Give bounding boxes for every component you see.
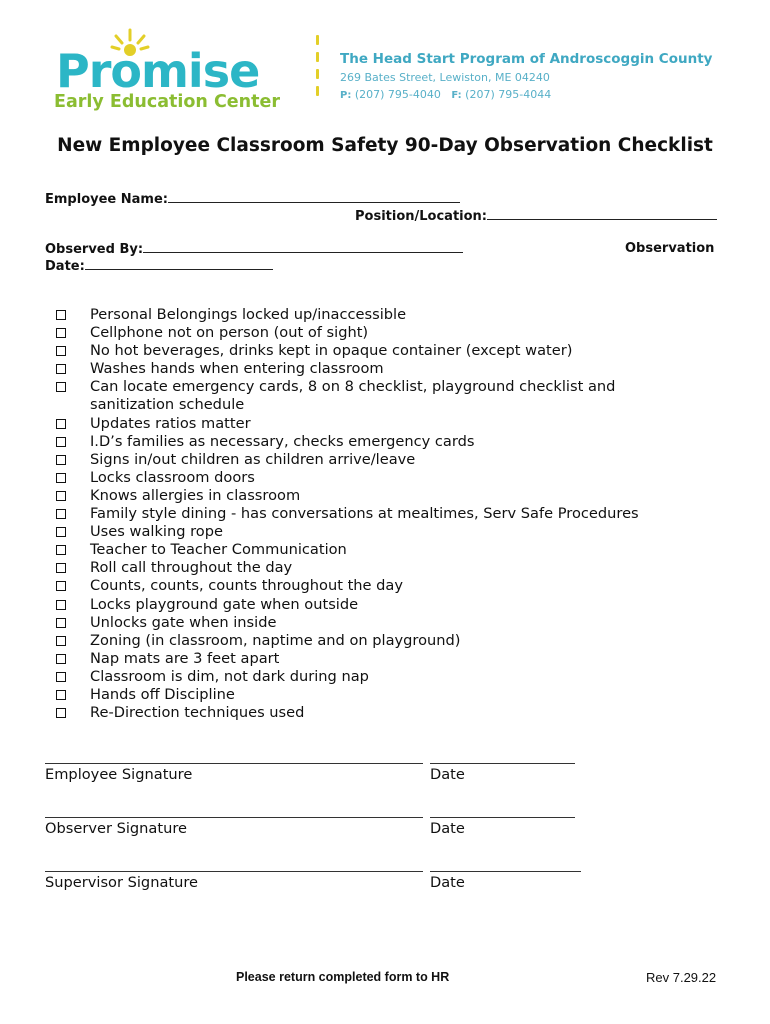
checkbox[interactable] [56, 364, 66, 374]
checkbox[interactable] [56, 491, 66, 501]
observed-by-line[interactable] [143, 240, 463, 253]
observer-signature-label: Observer Signature [45, 820, 187, 837]
employee-signature-label: Employee Signature [45, 766, 193, 783]
checklist-item [55, 686, 695, 704]
checkbox[interactable] [56, 455, 66, 465]
checkbox[interactable] [56, 672, 66, 682]
checklist-item-text: Locks playground gate when outside [90, 595, 359, 613]
org-contact [340, 87, 712, 103]
observation-label: Observation [625, 241, 715, 256]
checklist-item-text: Teacher to Teacher Communication [90, 541, 347, 559]
org-address: 269 Bates Street, Lewiston, ME 04240 [340, 71, 550, 84]
checklist-item [55, 360, 695, 378]
checklist-item-text: Knows allergies in classroom [90, 486, 301, 504]
checklist-item [55, 559, 695, 577]
org-name: The Head Start Program of Androscoggin County [340, 51, 713, 67]
checklist-item-text: Nap mats are 3 feet apart [90, 649, 280, 667]
checklist-item-text: Updates ratios matter [90, 414, 251, 432]
checklist-item-text: Signs in/out children as children arrive/leave [90, 450, 416, 468]
employee-name-field[interactable] [45, 190, 460, 208]
position-line[interactable] [487, 207, 717, 220]
checklist-item [55, 523, 695, 541]
checklist-item-text: Counts, counts, counts throughout the day [90, 577, 404, 595]
checklist-item-text: Cellphone not on person (out of sight) [90, 324, 369, 342]
checklist-item [55, 487, 695, 505]
checkbox[interactable] [56, 600, 66, 610]
checklist-item [55, 433, 695, 451]
observer-signature[interactable] [45, 817, 423, 838]
logo-wordmark: Promise [56, 44, 260, 98]
observed-by-field[interactable] [45, 240, 463, 258]
checkbox[interactable] [56, 509, 66, 519]
employee-name-label: Employee Name: [45, 192, 168, 207]
phone-label: P: [340, 90, 352, 101]
checklist-item-text: Personal Belongings locked up/inaccessible [90, 306, 407, 323]
checklist-item-text: Family style dining - has conversations at mealtimes, Serv Safe Procedures [90, 505, 639, 523]
checklist-item-text: No hot beverages, drinks kept in opaque container (except water) [90, 342, 573, 360]
checklist-item [55, 614, 695, 632]
checkbox[interactable] [56, 527, 66, 537]
checklist-item-text: Hands off Discipline [90, 685, 235, 703]
observed-by-label: Observed By: [45, 242, 144, 257]
checklist-item [55, 668, 695, 686]
checklist-item [55, 505, 695, 523]
header-divider [316, 35, 320, 97]
checkbox[interactable] [56, 419, 66, 429]
employee-name-line[interactable] [168, 190, 460, 203]
position-field[interactable] [355, 207, 717, 225]
revision-label: Rev 7.29.22 [646, 970, 717, 985]
checkbox[interactable] [56, 636, 66, 646]
checklist-item-text: Zoning (in classroom, naptime and on playground) [90, 631, 461, 649]
checklist-item-text: Classroom is dim, not dark during nap [90, 667, 369, 685]
date-label: Date [430, 820, 465, 837]
checklist-item-text: Roll call throughout the day [90, 559, 293, 577]
supervisor-signature[interactable] [45, 871, 423, 892]
org-info [340, 51, 712, 103]
supervisor-signature-label: Supervisor Signature [45, 874, 199, 891]
checklist-item-text: Re-Direction techniques used [90, 704, 305, 722]
checklist-item [55, 415, 695, 433]
fax-label: F: [451, 90, 462, 101]
supervisor-signature-date[interactable] [430, 871, 581, 892]
observation-date-line[interactable] [85, 257, 273, 270]
checklist-item-text: Locks classroom doors [90, 468, 255, 486]
checklist-item [55, 632, 695, 650]
checkbox[interactable] [56, 581, 66, 591]
checkbox[interactable] [56, 545, 66, 555]
checkbox[interactable] [56, 346, 66, 356]
checklist-item-text: Unlocks gate when inside [90, 613, 277, 631]
checkbox[interactable] [56, 473, 66, 483]
date-label: Date [430, 766, 465, 783]
observer-signature-date[interactable] [430, 817, 575, 838]
checkbox[interactable] [56, 437, 66, 447]
observation-date-field[interactable] [45, 257, 273, 275]
logo-subtitle: Early Education Center [54, 92, 280, 112]
checklist-item [55, 342, 695, 360]
observation-date-label: Date: [45, 259, 85, 274]
checklist-item-text: Can locate emergency cards, 8 on 8 checklist, playground checklist and sanitization schedule [90, 378, 616, 414]
position-label: Position/Location: [355, 209, 488, 224]
checklist-item-text: I.D’s families as necessary, checks emergency cards [90, 432, 475, 450]
checklist-item [55, 469, 695, 487]
page-title: New Employee Classroom Safety 90-Day Observation Checklist [57, 135, 713, 156]
safety-checklist [55, 306, 695, 722]
employee-signature-date[interactable] [430, 763, 575, 784]
checklist-item-text: Uses walking rope [90, 523, 223, 541]
checkbox[interactable] [56, 563, 66, 573]
org-fax: (207) 795-4044 [465, 88, 552, 101]
checkbox[interactable] [56, 654, 66, 664]
date-label: Date [430, 874, 465, 891]
checklist-item [55, 596, 695, 614]
checklist-item [55, 541, 695, 559]
org-phone: (207) 795-4040 [354, 88, 441, 101]
checkbox[interactable] [56, 328, 66, 338]
checkbox[interactable] [56, 618, 66, 628]
checklist-item [55, 577, 695, 595]
checkbox[interactable] [56, 310, 66, 320]
checklist-item [55, 704, 695, 722]
checkbox[interactable] [56, 708, 66, 718]
checkbox[interactable] [56, 690, 66, 700]
checklist-item [55, 378, 695, 414]
employee-signature[interactable] [45, 763, 423, 784]
return-note: Please return completed form to HR [236, 970, 450, 984]
checklist-item-text: Washes hands when entering classroom [90, 360, 384, 378]
checkbox[interactable] [56, 382, 66, 392]
checklist-item [55, 306, 695, 324]
checklist-item [55, 451, 695, 469]
checklist-item [55, 324, 695, 342]
promise-logo [52, 24, 282, 116]
checklist-item [55, 650, 695, 668]
